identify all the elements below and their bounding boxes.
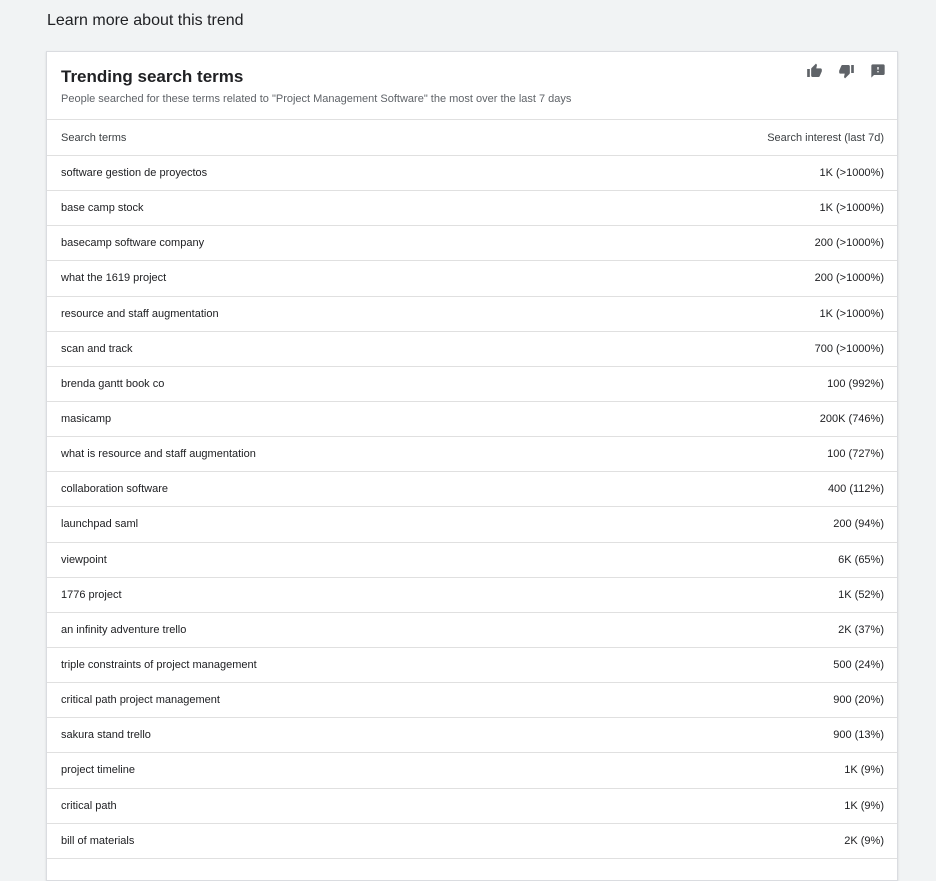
search-interest-value: 1K (9%) [844, 764, 884, 777]
search-interest-value: 200K (746%) [819, 413, 884, 426]
search-interest-value: 2K (37%) [838, 623, 884, 636]
table-row[interactable] [47, 718, 897, 753]
section-title: Learn more about this trend [47, 12, 244, 29]
search-interest-value: 200 (>1000%) [814, 272, 884, 285]
search-term: an infinity adventure trello [61, 623, 187, 636]
table-row[interactable] [47, 578, 897, 613]
table-row[interactable] [47, 226, 897, 261]
thumbs-down-icon[interactable] [837, 62, 855, 80]
search-interest-value: 400 (112%) [827, 483, 884, 496]
table-row[interactable] [47, 683, 897, 718]
search-term: critical path project management [61, 694, 220, 707]
search-interest-value: 500 (24%) [833, 659, 884, 672]
search-term: 1776 project [61, 588, 122, 601]
table-row[interactable] [47, 297, 897, 332]
table-row[interactable] [47, 156, 897, 191]
table-row[interactable] [47, 613, 897, 648]
search-term: masicamp [61, 413, 112, 426]
card-title: Trending search terms [61, 67, 244, 86]
table-row[interactable] [47, 507, 897, 542]
column-header-search-interest: Search interest (last 7d) [767, 131, 884, 144]
search-interest-value: 900 (20%) [833, 694, 884, 707]
feedback-controls [805, 62, 887, 80]
search-interest-value: 1K (>1000%) [819, 202, 884, 215]
search-term: viewpoint [61, 553, 107, 566]
thumbs-up-icon[interactable] [805, 62, 823, 80]
search-term: sakura stand trello [61, 729, 151, 742]
search-term: scan and track [61, 342, 133, 355]
search-interest-value: 1K (>1000%) [819, 307, 884, 320]
search-term: resource and staff augmentation [61, 307, 219, 320]
table-row[interactable] [47, 437, 897, 472]
search-term: brenda gantt book co [61, 377, 165, 390]
table-row[interactable] [47, 472, 897, 507]
search-interest-value: 1K (52%) [838, 588, 884, 601]
search-interest-value: 100 (992%) [827, 377, 884, 390]
search-interest-value: 2K (9%) [844, 834, 884, 847]
search-term: triple constraints of project management [61, 659, 257, 672]
search-interest-value: 6K (65%) [838, 553, 884, 566]
search-term: collaboration software [61, 483, 169, 496]
table-row[interactable] [47, 402, 897, 437]
table-row[interactable] [47, 332, 897, 367]
table-header [47, 120, 897, 156]
search-interest-value: 200 (94%) [833, 518, 884, 531]
table-row[interactable] [47, 648, 897, 683]
search-term: critical path [61, 799, 117, 812]
search-interest-value: 900 (13%) [833, 729, 884, 742]
table-row[interactable] [47, 261, 897, 296]
search-interest-value: 1K (9%) [844, 799, 884, 812]
search-term: what is resource and staff augmentation [61, 448, 256, 461]
search-term: base camp stock [61, 202, 144, 215]
table-row[interactable] [47, 367, 897, 402]
card-header [47, 52, 897, 120]
trending-search-terms-card [46, 51, 898, 881]
search-term: software gestion de proyectos [61, 167, 208, 180]
search-interest-value: 700 (>1000%) [814, 342, 884, 355]
search-interest-value: 100 (727%) [827, 448, 884, 461]
table-row[interactable] [47, 543, 897, 578]
table-row[interactable] [47, 753, 897, 788]
feedback-icon[interactable] [869, 62, 887, 80]
search-term: what the 1619 project [61, 272, 167, 285]
search-term: launchpad saml [61, 518, 139, 531]
search-term: basecamp software company [61, 237, 205, 250]
card-subtitle: People searched for these terms related to "Project Management Software" the most over the last 7 days [61, 93, 572, 105]
table-row[interactable] [47, 789, 897, 824]
search-interest-value: 1K (>1000%) [819, 167, 884, 180]
column-header-search-terms: Search terms [61, 131, 127, 144]
table-body [47, 156, 897, 859]
search-interest-value: 200 (>1000%) [814, 237, 884, 250]
search-term: bill of materials [61, 834, 135, 847]
table-row[interactable] [47, 824, 897, 859]
search-term: project timeline [61, 764, 135, 777]
table-row[interactable] [47, 191, 897, 226]
